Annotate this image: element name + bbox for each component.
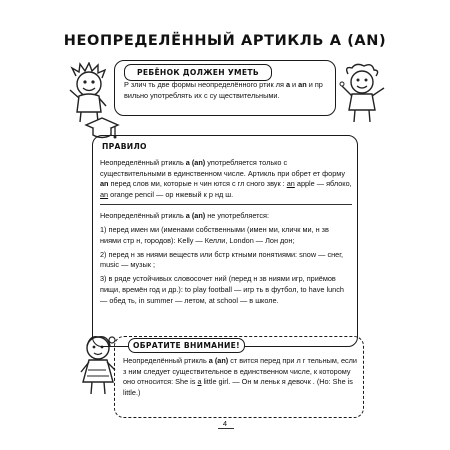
rule-label: ПРАВИЛО [102, 142, 147, 151]
page-number-underline [218, 428, 234, 429]
goal-text: Р злич ть две формы неопределённого ртик ля a и an и пр вильно употреблять их с су ществительными. [124, 80, 323, 100]
note-label: ОБРАТИТЕ ВНИМАНИЕ! [128, 338, 245, 353]
rule-paragraph-1: Неопределённый ртикль a (an) употребляется только с существительными в единственном числе. Артикль при обрет ет форму an перед слов ми, которые н чин ются с гл сного звук : an apple — яблоко, an orange pencil — ор нжевый к р нд ш. [100, 158, 352, 199]
rule-item-3: 3) в ряде устойчивых словосочет ний (перед н зв ниями игр, приёмов пищи, времён год и др.): to play football — игр ть в футбол, to have lunch — обед ть, in summer — летом, at school — в школе. [100, 274, 344, 305]
rule-divider [100, 204, 352, 205]
boy-cartoon-left-icon [62, 62, 116, 124]
rule-text [100, 158, 352, 310]
rule-paragraph-2: Неопределённый ртикль a (an) не употребляется: [100, 210, 270, 220]
page-title: НЕОПРЕДЕЛЁННЫЙ АРТИКЛЬ A (AN) [63, 33, 387, 49]
rule-item-1: 1) перед имен ми (именами собственными (имен ми, кличк ми, н зв ниями стр н, городов): Kelly — Келли, London — Лон дон; [100, 224, 329, 245]
rule-item-2: 2) перед н зв ниями веществ или бстр ктными понятиями: snow — снег, music — музык ; [100, 249, 344, 270]
note-text: Неопределённый ртикль a (an) ст вится перед при л г тельным, если з ним следует существительное в единственном числе, к которому оно относится: She is a little girl. — Он м леньк я девочк . (Но: She is little.) [123, 356, 357, 397]
page-number: 4 [222, 419, 228, 428]
goal-label: РЕБЁНОК ДОЛЖЕН УМЕТЬ [124, 64, 272, 81]
kid-cartoon-right-icon [334, 62, 390, 124]
